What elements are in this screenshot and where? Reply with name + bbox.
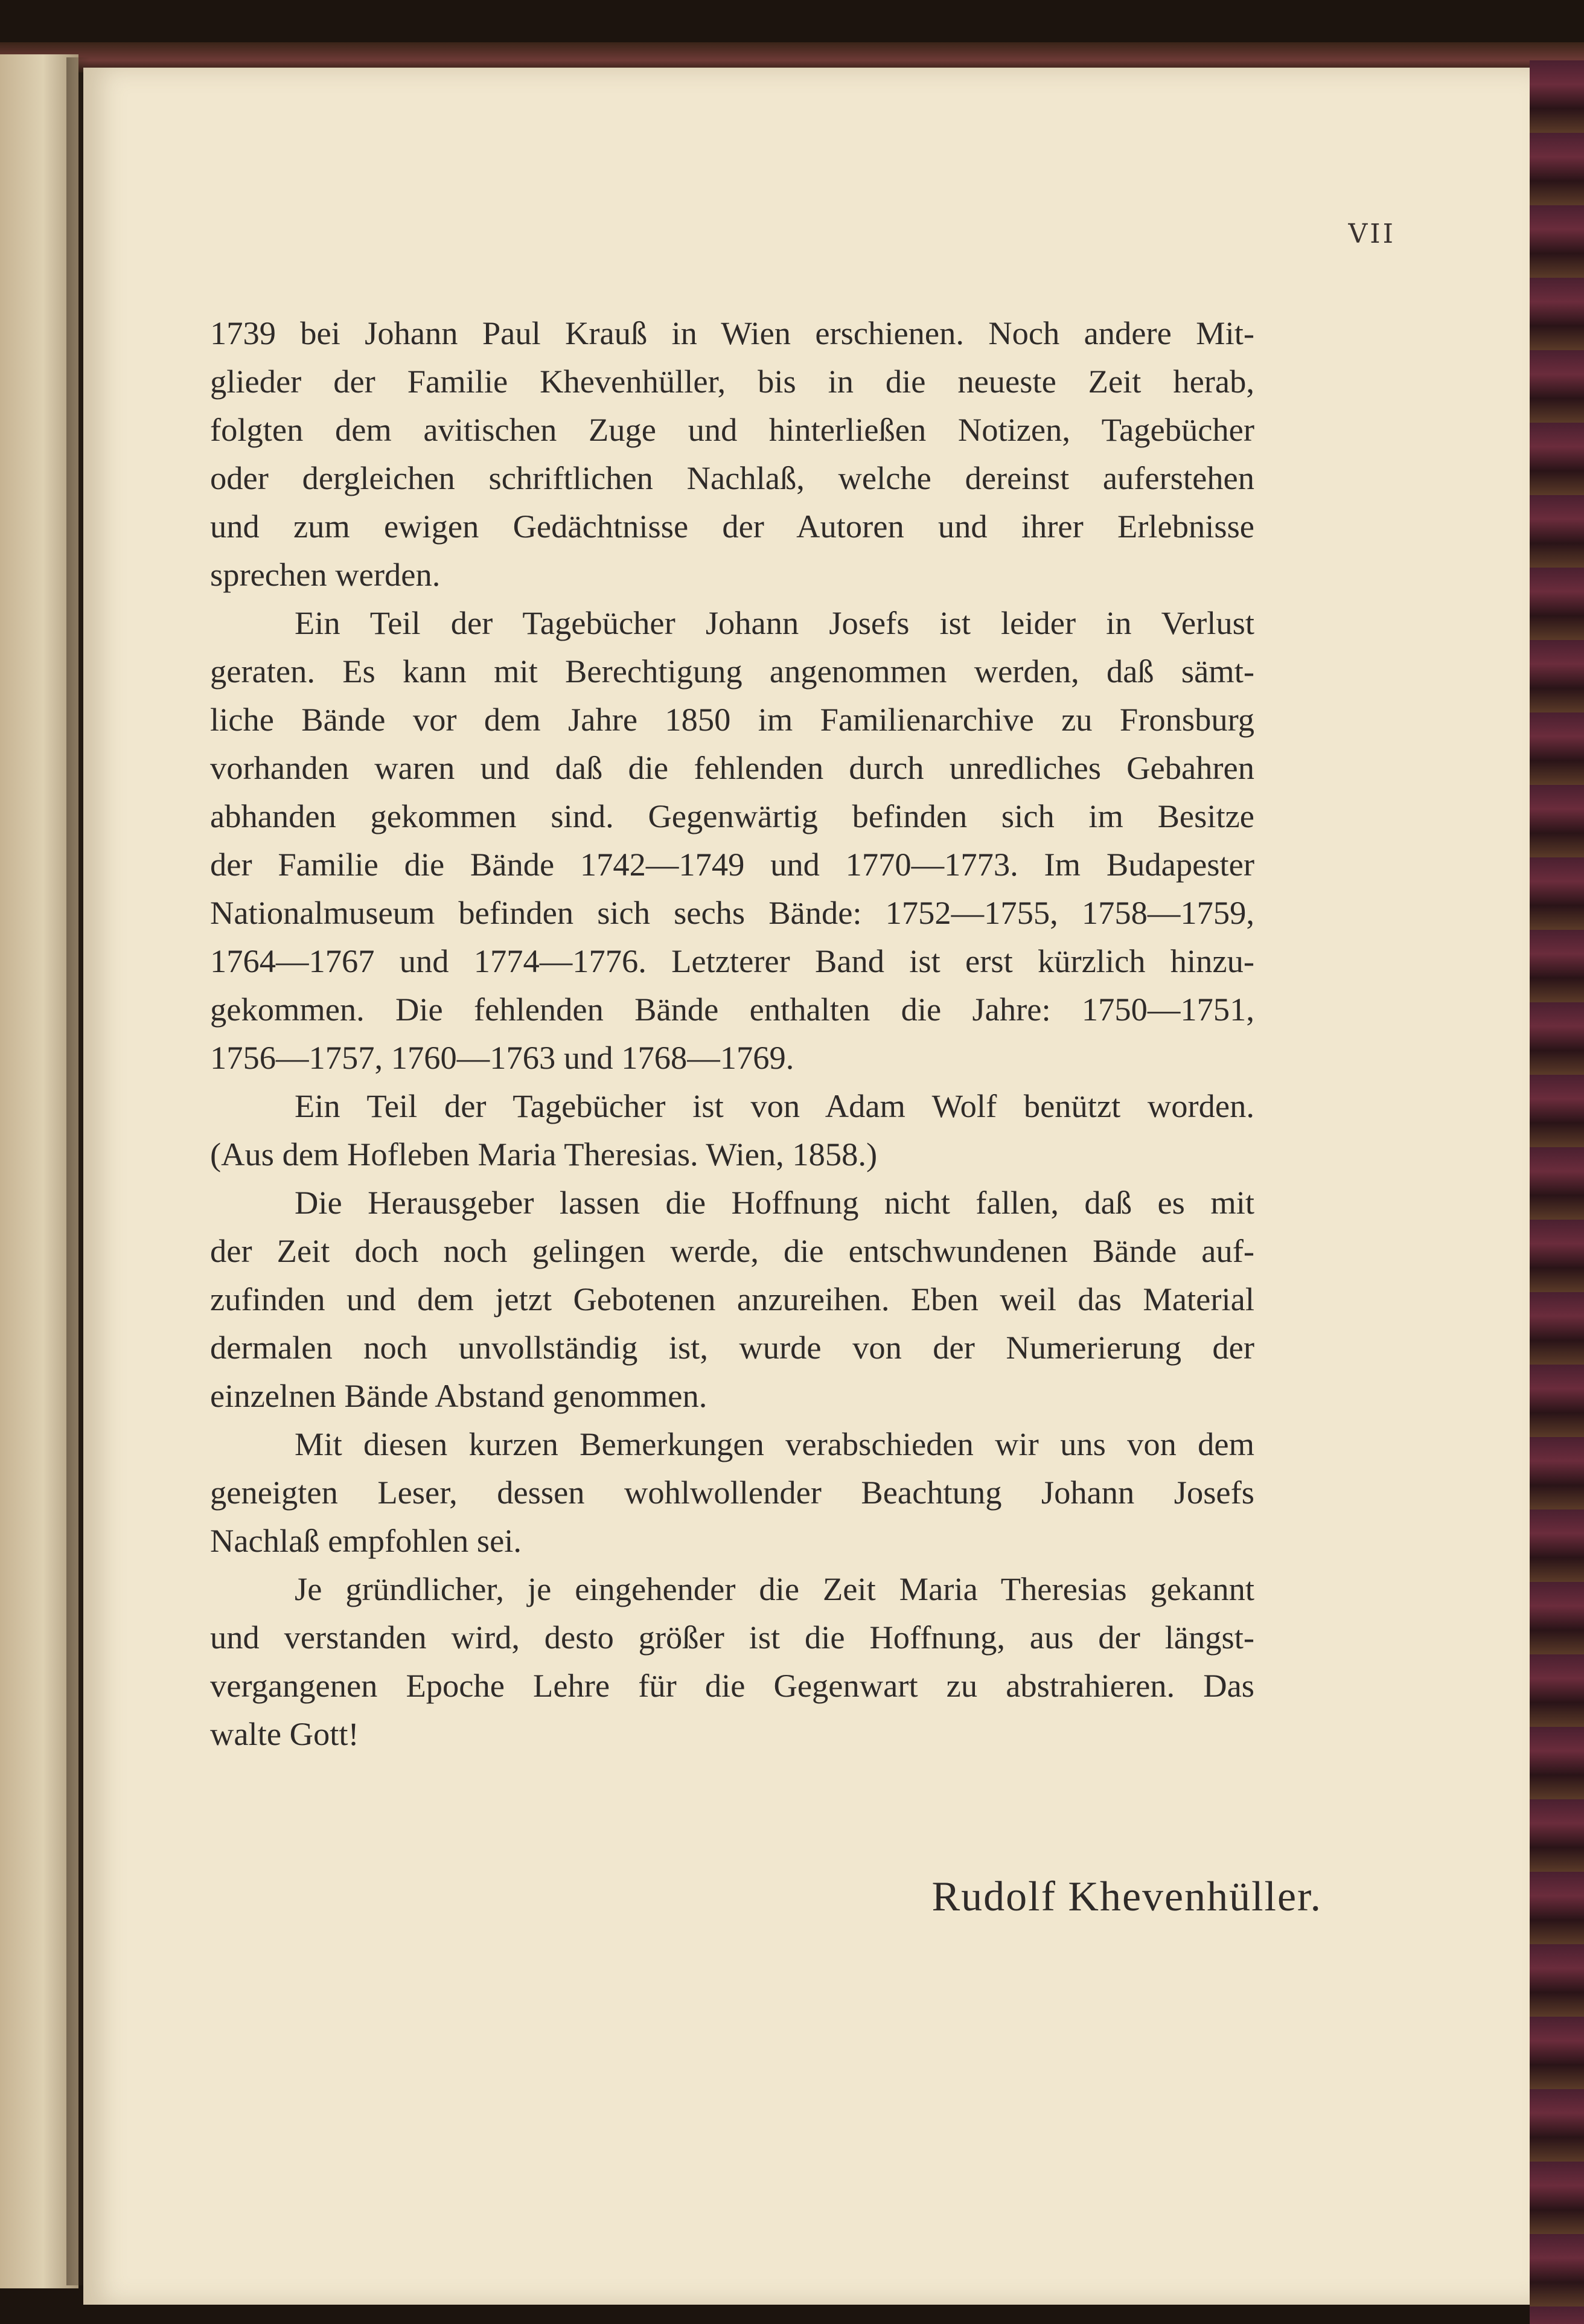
- text-line: (Aus dem Hofleben Maria Theresias. Wien, 1858.): [210, 1136, 878, 1173]
- text-line: dermalen noch unvollständig ist, wurde von der Numerierung der: [210, 1329, 1254, 1366]
- page-number: VII: [1348, 219, 1396, 249]
- text-line: 1739 bei Johann Paul Krauß in Wien erschienen. Noch andere Mit-: [210, 315, 1254, 351]
- text-line: glieder der Familie Khevenhüller, bis in die neueste Zeit herab,: [210, 363, 1254, 400]
- text-line: Die Herausgeber lassen die Hoffnung nicht fallen, daß es mit: [295, 1184, 1254, 1221]
- text-line: und zum ewigen Gedächtnisse der Autoren und ihrer Erlebnisse: [210, 508, 1254, 545]
- text-line: geneigten Leser, dessen wohlwollender Beachtung Johann Josefs: [210, 1474, 1254, 1511]
- text-line: liche Bände vor dem Jahre 1850 im Familienarchive zu Fronsburg: [210, 701, 1254, 738]
- text-line: Ein Teil der Tagebücher Johann Josefs ist leider in Verlust: [295, 604, 1254, 641]
- body-text: [210, 309, 1254, 1758]
- text-line: einzelnen Bände Abstand genommen.: [210, 1377, 707, 1414]
- text-line: Nationalmuseum befinden sich sechs Bände: 1752—1755, 1758—1759,: [210, 894, 1254, 931]
- book-page: [83, 68, 1530, 2305]
- text-line: gekommen. Die fehlenden Bände enthalten die Jahre: 1750—1751,: [210, 991, 1254, 1028]
- text-line: der Zeit doch noch gelingen werde, die entschwundenen Bände auf-: [210, 1232, 1254, 1269]
- text-line: Mit diesen kurzen Bemerkungen verabschieden wir uns von dem: [295, 1426, 1254, 1462]
- text-line: Je gründlicher, je eingehender die Zeit Maria Theresias gekannt: [295, 1570, 1254, 1607]
- text-line: geraten. Es kann mit Berechtigung angenommen werden, daß sämt-: [210, 653, 1254, 690]
- signature: Rudolf Khevenhüller.: [931, 1874, 1322, 1920]
- text-line: 1756—1757, 1760—1763 und 1768—1769.: [210, 1039, 794, 1076]
- text-line: vorhanden waren und daß die fehlenden durch unredliches Gebahren: [210, 749, 1254, 786]
- text-line: sprechen werden.: [210, 556, 441, 593]
- text-line: Ein Teil der Tagebücher ist von Adam Wolf benützt worden.: [295, 1087, 1254, 1124]
- text-line: und verstanden wird, desto größer ist die Hoffnung, aus der längst-: [210, 1619, 1254, 1656]
- text-line: oder dergleichen schriftlichen Nachlaß, welche dereinst auferstehen: [210, 459, 1254, 496]
- text-line: folgten dem avitischen Zuge und hinterließen Notizen, Tagebücher: [210, 411, 1254, 448]
- text-line: Nachlaß empfohlen sei.: [210, 1522, 522, 1559]
- text-line: zufinden und dem jetzt Gebotenen anzureihen. Eben weil das Material: [210, 1281, 1254, 1317]
- text-line: abhanden gekommen sind. Gegenwärtig befinden sich im Besitze: [210, 798, 1254, 834]
- text-line: 1764—1767 und 1774—1776. Letzterer Band ist erst kürzlich hinzu-: [210, 943, 1254, 979]
- text-line: walte Gott!: [210, 1715, 359, 1752]
- text-line: vergangenen Epoche Lehre für die Gegenwart zu abstrahieren. Das: [210, 1667, 1254, 1704]
- book-binding-right: [1530, 60, 1584, 2324]
- text-line: der Familie die Bände 1742—1749 und 1770—1773. Im Budapester: [210, 846, 1254, 883]
